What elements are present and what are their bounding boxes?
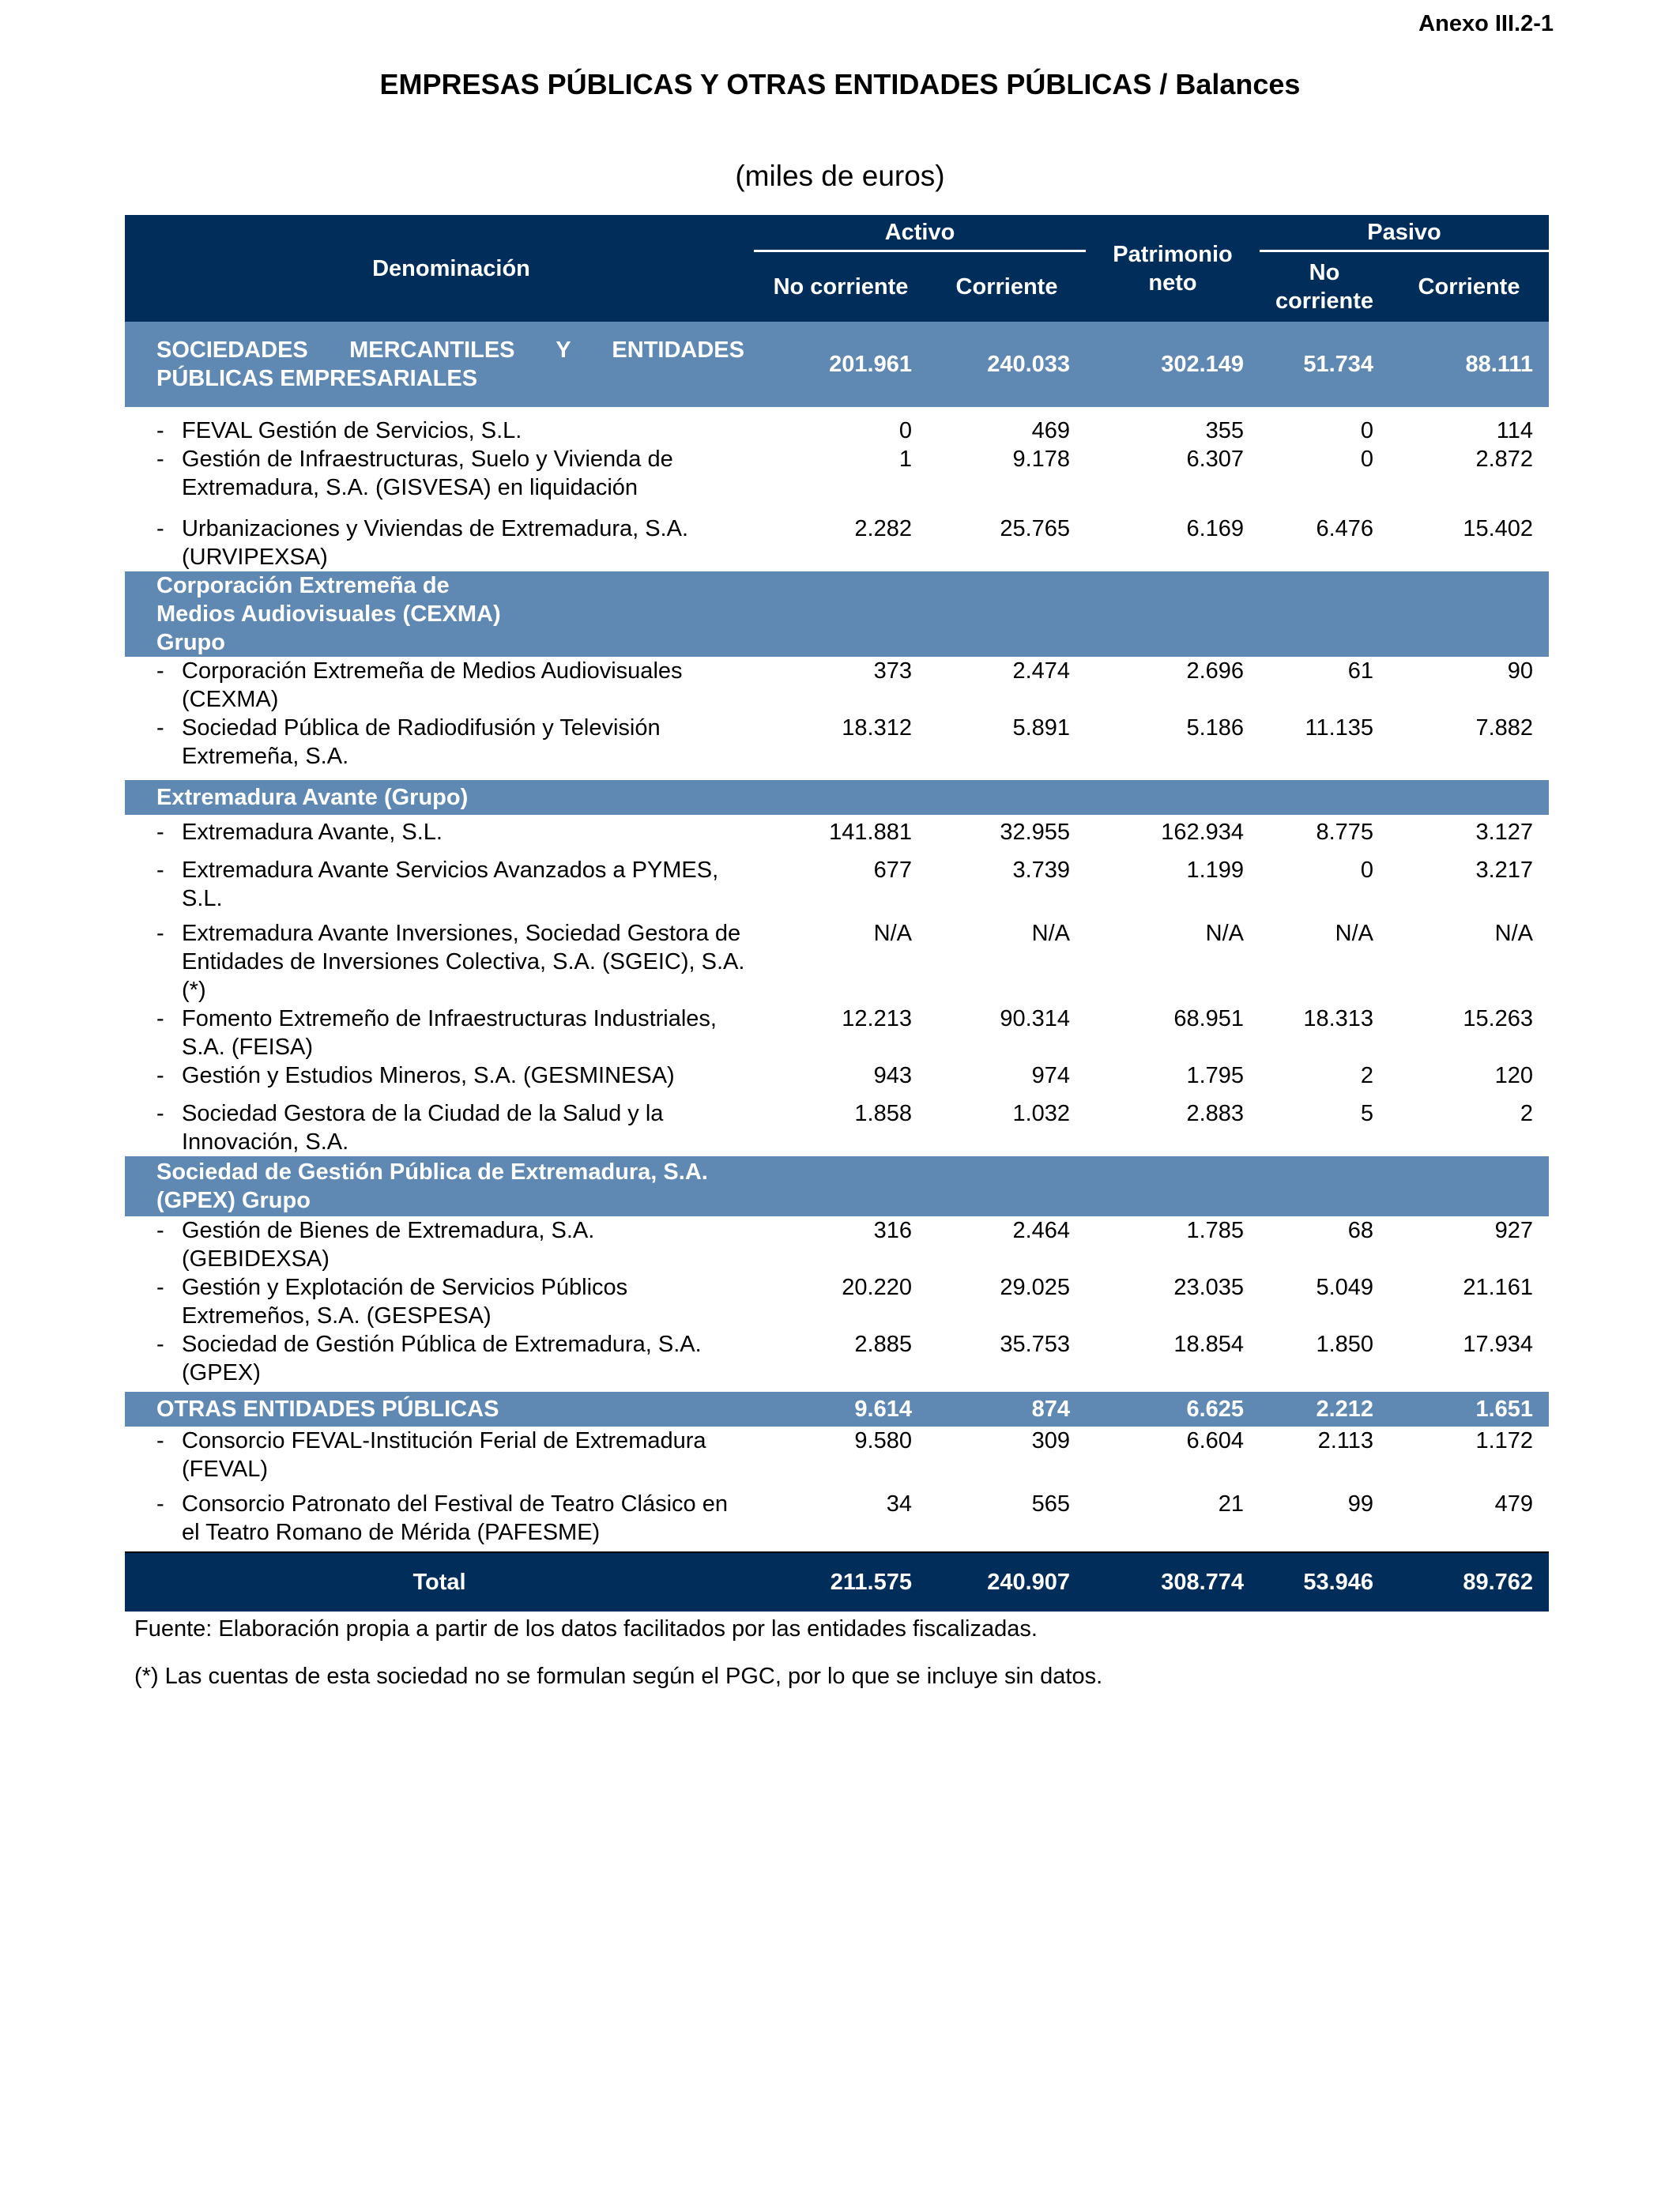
cell-value: 25.765: [1000, 516, 1071, 541]
cell-value: 20.220: [842, 1275, 912, 1300]
header-pasivo: Pasivo: [1260, 215, 1549, 251]
cell-value: 7.882: [1475, 715, 1534, 741]
section-label: OTRAS ENTIDADES PÚBLICAS: [125, 1392, 754, 1427]
cell-value: 6.169: [1186, 516, 1245, 541]
cell-value: 18.312: [842, 715, 912, 741]
cell-value: 17.934: [1463, 1332, 1534, 1357]
cell-value: 1: [898, 447, 912, 472]
cell-value: 9.580: [854, 1428, 912, 1453]
table-row: [125, 1427, 1549, 1490]
cell-value: 974: [1031, 1063, 1071, 1088]
header-activo-corriente: Corriente: [928, 251, 1086, 322]
section-value: 51.734: [1260, 322, 1389, 407]
total-row: [125, 1552, 1549, 1612]
cell-value: 18.313: [1303, 1006, 1374, 1031]
cell-value: 469: [1031, 418, 1071, 443]
cell-value: 12.213: [842, 1006, 912, 1031]
cell-value: 6.476: [1316, 516, 1374, 541]
cell-value: N/A: [1205, 921, 1245, 946]
section-value: 201.961: [754, 322, 928, 407]
section-label-line: SOCIEDADES MERCANTILES Y ENTIDADES: [156, 337, 744, 363]
cell-value: 162.934: [1161, 820, 1245, 845]
cell-value: 23.035: [1173, 1275, 1245, 1300]
table-row: [125, 1099, 1549, 1156]
cell-value: 68: [1347, 1218, 1374, 1243]
header-patrimonio-neto: Patrimonio neto: [1086, 215, 1260, 322]
entity-name: Gestión y Explotación de Servicios Públicos Extremeños, S.A. (GESPESA): [182, 1275, 628, 1329]
header-pasivo-no-corriente: No corriente: [1260, 251, 1389, 322]
cell-value: 2.282: [854, 516, 912, 541]
cell-value: N/A: [1031, 921, 1071, 946]
section-label: [125, 322, 754, 407]
entity-name: Gestión de Bienes de Extremadura, S.A. (GEBIDEXSA): [182, 1218, 595, 1272]
table-row: [125, 1216, 1549, 1273]
bullet-dash: -: [156, 1332, 164, 1357]
cell-value: 34: [886, 1491, 912, 1517]
table-row: [125, 1273, 1549, 1330]
cell-value: 2: [1360, 1063, 1374, 1088]
cell-value: 1.785: [1186, 1218, 1245, 1243]
entity-name: Corporación Extremeña de Medios Audiovisuales (CEXMA): [182, 658, 683, 712]
table-row: [125, 502, 1549, 571]
cell-value: 309: [1031, 1428, 1071, 1453]
section-row: [125, 322, 1549, 407]
cell-value: 120: [1494, 1063, 1534, 1088]
cell-value: 1.858: [854, 1101, 912, 1126]
cell-value: 5.186: [1186, 715, 1245, 741]
header-activo: Activo: [754, 215, 1086, 251]
bullet-dash: -: [156, 1101, 164, 1126]
cell-value: 0: [1360, 447, 1374, 472]
balance-table: [125, 215, 1549, 1612]
cell-value: 2.885: [854, 1332, 912, 1357]
cell-value: 0: [1360, 858, 1374, 883]
bullet-dash: -: [156, 516, 164, 541]
cell-value: 927: [1494, 1218, 1534, 1243]
cell-value: 1.032: [1012, 1101, 1071, 1126]
header-denominacion: Denominación: [125, 215, 754, 322]
cell-value: 3.217: [1475, 858, 1534, 883]
cell-value: 61: [1347, 658, 1374, 684]
total-value: 211.575: [754, 1552, 928, 1612]
cell-value: 943: [873, 1063, 912, 1088]
section-value: 2.212: [1260, 1392, 1389, 1427]
cell-value: 29.025: [1000, 1275, 1071, 1300]
total-label: Total: [125, 1552, 754, 1612]
total-value: 89.762: [1389, 1552, 1549, 1612]
cell-value: 2.113: [1317, 1428, 1374, 1453]
cell-value: 1.850: [1316, 1332, 1374, 1357]
cell-value: 2.474: [1012, 658, 1071, 684]
entity-name: Urbanizaciones y Viviendas de Extremadura, S.A. (URVIPEXSA): [182, 516, 689, 570]
page-title: EMPRESAS PÚBLICAS Y OTRAS ENTIDADES PÚBLICAS / Balances: [379, 68, 1301, 100]
cell-value: 21: [1218, 1491, 1245, 1517]
bullet-dash: -: [156, 447, 164, 472]
table-row: [125, 1061, 1549, 1099]
section-label: Sociedad de Gestión Pública de Extremadura, S.A. (GPEX) Grupo: [125, 1156, 754, 1216]
units-subtitle: (miles de euros): [735, 160, 945, 192]
table-row: [125, 657, 1549, 714]
cell-value: 565: [1031, 1491, 1071, 1517]
cell-value: 373: [873, 658, 912, 684]
bullet-dash: -: [156, 1006, 164, 1031]
bullet-dash: -: [156, 1218, 164, 1243]
cell-value: 2: [1520, 1101, 1534, 1126]
cell-value: 15.263: [1463, 1006, 1534, 1031]
entity-name: Extremadura Avante, S.L.: [182, 820, 443, 845]
cell-value: 15.402: [1463, 516, 1534, 541]
cell-value: 1.795: [1186, 1063, 1245, 1088]
cell-value: 479: [1494, 1491, 1534, 1517]
bullet-dash: -: [156, 1491, 164, 1517]
annex-label: Anexo III.2-1: [1418, 11, 1554, 36]
cell-value: 21.161: [1463, 1275, 1534, 1300]
cell-value: 68.951: [1173, 1006, 1245, 1031]
cell-value: 2.464: [1012, 1218, 1071, 1243]
section-value: 240.033: [928, 322, 1086, 407]
cell-value: 1.199: [1186, 858, 1245, 883]
cell-value: 35.753: [1000, 1332, 1071, 1357]
section-row: [125, 571, 1549, 657]
total-value: 308.774: [1086, 1552, 1260, 1612]
table-row: [125, 714, 1549, 780]
cell-value: 0: [898, 418, 912, 443]
section-value: 88.111: [1389, 322, 1549, 407]
entity-name: Sociedad Gestora de la Ciudad de la Salud y la Innovación, S.A.: [182, 1101, 664, 1155]
cell-value: 2.883: [1186, 1101, 1245, 1126]
cell-value: N/A: [1494, 921, 1534, 946]
table-row: [125, 919, 1549, 1005]
entity-name: Gestión de Infraestructuras, Suelo y Vivienda de Extremadura, S.A. (GISVESA) en liquidación: [182, 447, 673, 500]
entity-name: FEVAL Gestión de Servicios, S.L.: [182, 418, 522, 443]
entity-name: Consorcio FEVAL-Institución Ferial de Extremadura (FEVAL): [182, 1428, 706, 1482]
cell-value: 0: [1360, 418, 1374, 443]
header-activo-no-corriente: No corriente: [754, 251, 928, 322]
entity-name: Extremadura Avante Inversiones, Sociedad Gestora de Entidades de Inversiones Colectiva, S.A. (SGEIC), S.A. (*): [182, 921, 745, 1003]
cell-value: 2.696: [1186, 658, 1245, 684]
cell-value: 141.881: [829, 820, 912, 845]
header-pasivo-corriente: Corriente: [1389, 251, 1549, 322]
cell-value: 90: [1507, 658, 1534, 684]
bullet-dash: -: [156, 820, 164, 845]
table-row: [125, 1490, 1549, 1552]
entity-name: Gestión y Estudios Mineros, S.A. (GESMINESA): [182, 1063, 675, 1088]
cell-value: 11.135: [1305, 715, 1374, 741]
section-label-line: PÚBLICAS EMPRESARIALES: [156, 366, 478, 391]
entity-name: Sociedad de Gestión Pública de Extremadura, S.A. (GPEX): [182, 1332, 702, 1385]
section-row: [125, 1156, 1549, 1216]
bullet-dash: -: [156, 715, 164, 741]
table-row: [125, 815, 1549, 856]
cell-value: 3.127: [1475, 820, 1534, 845]
section-row: [125, 1392, 1549, 1427]
source-note: Fuente: Elaboración propia a partir de los datos facilitados por las entidades fiscalizadas.: [134, 1616, 1038, 1642]
entity-name: Consorcio Patronato del Festival de Teatro Clásico en el Teatro Romano de Mérida (PAFESME): [182, 1491, 729, 1545]
bullet-dash: -: [156, 1428, 164, 1453]
bullet-dash: -: [156, 1063, 164, 1088]
cell-value: 1.172: [1475, 1428, 1534, 1453]
cell-value: 90.314: [1000, 1006, 1071, 1031]
cell-value: 114: [1496, 418, 1534, 443]
table-row: [125, 407, 1549, 445]
entity-name: Sociedad Pública de Radiodifusión y Televisión Extremeña, S.A.: [182, 715, 661, 769]
table-row: [125, 1005, 1549, 1061]
cell-value: 8.775: [1316, 820, 1374, 845]
section-label: Corporación Extremeña de Medios Audiovisuales (CEXMA) Grupo: [125, 571, 754, 657]
section-value: 874: [928, 1392, 1086, 1427]
cell-value: 9.178: [1012, 447, 1071, 472]
table-row: [125, 856, 1549, 919]
entity-name: Fomento Extremeño de Infraestructuras Industriales, S.A. (FEISA): [182, 1006, 717, 1060]
bullet-dash: -: [156, 418, 164, 443]
table-row: [125, 1330, 1549, 1392]
cell-value: 32.955: [1000, 820, 1071, 845]
section-value: 9.614: [754, 1392, 928, 1427]
section-value: 1.651: [1389, 1392, 1549, 1427]
cell-value: 5.049: [1316, 1275, 1374, 1300]
cell-value: 6.307: [1186, 447, 1245, 472]
cell-value: 677: [873, 858, 912, 883]
cell-value: N/A: [873, 921, 912, 946]
section-value: 302.149: [1086, 322, 1260, 407]
cell-value: 316: [873, 1218, 912, 1243]
bullet-dash: -: [156, 1275, 164, 1300]
cell-value: N/A: [1335, 921, 1374, 946]
cell-value: 5: [1360, 1101, 1374, 1126]
entity-name: Extremadura Avante Servicios Avanzados a PYMES, S.L.: [182, 858, 719, 911]
total-value: 53.946: [1260, 1552, 1389, 1612]
bullet-dash: -: [156, 858, 164, 883]
section-row: [125, 780, 1549, 815]
cell-value: 5.891: [1012, 715, 1071, 741]
cell-value: 2.872: [1475, 447, 1534, 472]
bullet-dash: -: [156, 658, 164, 684]
cell-value: 18.854: [1173, 1332, 1245, 1357]
asterisk-note: (*) Las cuentas de esta sociedad no se formulan según el PGC, por lo que se incluye sin datos.: [134, 1664, 1103, 1689]
cell-value: 3.739: [1012, 858, 1071, 883]
section-label: Extremadura Avante (Grupo): [125, 780, 754, 815]
section-value: 6.625: [1086, 1392, 1260, 1427]
cell-value: 355: [1205, 418, 1245, 443]
total-value: 240.907: [928, 1552, 1086, 1612]
cell-value: 6.604: [1186, 1428, 1245, 1453]
cell-value: 99: [1347, 1491, 1374, 1517]
table-row: [125, 445, 1549, 502]
bullet-dash: -: [156, 921, 164, 946]
